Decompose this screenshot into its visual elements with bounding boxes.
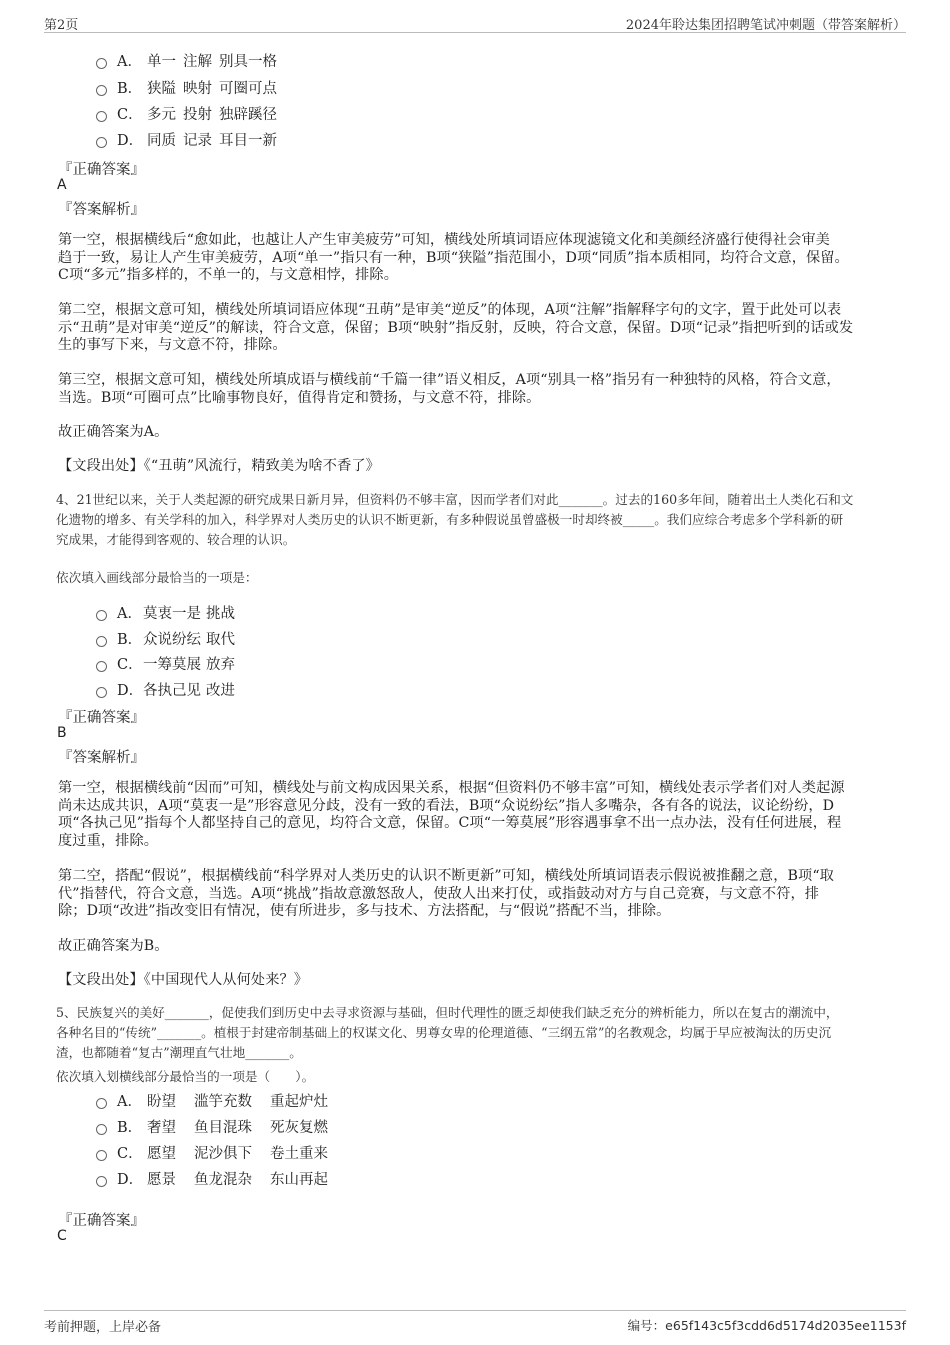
q3-source: 【文段出处】《“丑萌”风流行，精致美为啥不香了》 bbox=[58, 458, 380, 474]
q3-option-c[interactable]: C． 多元 投射 独辟蹊径 bbox=[96, 103, 284, 124]
q4-instruction: 依次填入画线部分最恰当的一项是： bbox=[56, 570, 258, 585]
radio-icon[interactable] bbox=[96, 636, 107, 647]
page-header bbox=[44, 12, 906, 33]
q5-instruction: 依次填入划横线部分最恰当的一项是（ ）。 bbox=[56, 1069, 315, 1084]
radio-icon[interactable] bbox=[96, 58, 107, 69]
q3-analysis-paragraph: 第二空，根据文意可知，横线处所填词语应体现“丑萌”是审美“逆反”的体现，A项“注解”指解释字句的文字，置于此处可以表 示“丑萌”是对审美“逆反”的解读，符合文意，保留；B项“映射”指反射，反映，符合文意，保留。D项“记录”指把听到的话或发 生的事写下来，与文意不符，排除。 bbox=[58, 302, 854, 353]
q5-stem: 5、民族复兴的美好_______，促使我们到历史中去寻求资源与基础，但时代理性的匮乏却使我们缺乏充分的辨析能力，所以在复古的潮流中， 各种名目的“传统”_______。植根于封建帝制基础上的权谋文化、男尊女卑的伦理道德、“三纲五常”的名教观念，均属于早应被淘汰的历史沉 渣，也都随着“复古”潮理直气壮地_______。 bbox=[56, 1005, 839, 1060]
q4-analysis-paragraph: 第一空，根据横线前“因而”可知，横线处与前文构成因果关系，根据“但资料仍不够丰富”可知，横线处表示学者们对人类起源 尚未达成共识，A项“莫衷一是”形容意见分歧，没有一致的看法，B项“众说纷纭”指人多嘴杂，各有各的说法，议论纷纷，D 项“各执己见”指每个人都坚持自己的意见，均符合文意，保留。C项“一筹莫展”形容遇事拿不出一点办法，没有任何进展，程 度过重，排除。 bbox=[58, 780, 845, 849]
q5-answer: C bbox=[57, 1228, 67, 1244]
q3-analysis-paragraph: 第三空，根据文意可知，横线处所填成语与横线前“千篇一律”语义相反，A项“别具一格”指另有一种独特的风格，符合文意， 当选。B项“可圈可点”比喻事物良好，值得肯定和赞扬，与文意不符，排除。 bbox=[58, 372, 841, 406]
radio-icon[interactable] bbox=[96, 1098, 107, 1109]
q3-analysis-paragraph: 第一空，根据横线后“愈如此，也越让人产生审美疲劳”可知，横线处所填词语应体现滤镜文化和美颜经济盛行使得社会审美 趋于一致，易让人产生审美疲劳，A项“单一”指只有一种，B项“狭隘”指范围小，D项“同质”指本质相同，均符合文意，保留。 C项“多元”指多样的，不单一的，与文意相悖，排除。 bbox=[58, 232, 849, 283]
radio-icon[interactable] bbox=[96, 85, 107, 96]
q4-option-c[interactable]: C． 一筹莫展 放弃 bbox=[96, 653, 253, 674]
footer-slogan: 考前押题，上岸必备 bbox=[44, 1320, 162, 1335]
q4-option-b[interactable]: B． 众说纷纭 取代 bbox=[96, 628, 253, 649]
q3-answer: A bbox=[57, 177, 67, 193]
radio-icon[interactable] bbox=[96, 1150, 107, 1161]
q3-conclusion: 故正确答案为A。 bbox=[58, 424, 169, 440]
q5-option-b[interactable]: B． 奢望 鱼目混珠 死灰复燃 bbox=[96, 1116, 346, 1137]
q5-answer-label: 『正确答案』 bbox=[58, 1213, 145, 1229]
q4-option-d[interactable]: D． 各执己见 改进 bbox=[96, 679, 253, 700]
page-number: 第2页 bbox=[44, 18, 79, 33]
q3-analysis-label: 『答案解析』 bbox=[58, 202, 145, 218]
q4-conclusion: 故正确答案为B。 bbox=[58, 938, 169, 954]
q3-option-d[interactable]: D． 同质 记录 耳目一新 bbox=[96, 129, 284, 150]
radio-icon[interactable] bbox=[96, 1124, 107, 1135]
radio-icon[interactable] bbox=[96, 111, 107, 122]
q4-answer: B bbox=[57, 725, 67, 741]
document-code: 编号：e65f143c5f3cdd6d5174d2035ee1153f bbox=[627, 1318, 906, 1333]
q4-option-a[interactable]: A． 莫衷一是 挑战 bbox=[96, 602, 253, 623]
radio-icon[interactable] bbox=[96, 1176, 107, 1187]
q4-analysis-paragraph: 第二空，搭配“假说”，根据横线前“科学界对人类历史的认识不断更新”可知，横线处所填词语表示假说被推翻之意，B项“取 代”指替代，符合文意，当选。A项“挑战”指故意激怒敌人，使敌人出来打仗，或指鼓动对方与自己竞赛，与文意不符，排 除；D项“改进”指改变旧有情况，使有所进步，多与技术、方法搭配，与“假说”搭配不当，排除。 bbox=[58, 868, 834, 919]
q5-option-c[interactable]: C． 愿望 泥沙俱下 卷土重来 bbox=[96, 1142, 346, 1163]
radio-icon[interactable] bbox=[96, 661, 107, 672]
q3-option-b[interactable]: B． 狭隘 映射 可圈可点 bbox=[96, 77, 284, 98]
radio-icon[interactable] bbox=[96, 137, 107, 148]
q5-option-d[interactable]: D． 愿景 鱼龙混杂 东山再起 bbox=[96, 1168, 346, 1189]
radio-icon[interactable] bbox=[96, 610, 107, 621]
radio-icon[interactable] bbox=[96, 687, 107, 698]
page-footer bbox=[44, 1310, 906, 1335]
document-title: 2024年聆达集团招聘笔试冲刺题（带答案解析） bbox=[625, 18, 906, 33]
q4-stem: 4、21世纪以来，关于人类起源的研究成果日新月异，但资料仍不够丰富，因而学者们对此_______。过去的160多年间，随着出土人类化石和文 化遗物的增多、有关学科的加入，科学界对人类历史的认识不断更新，有多种假说虽曾盛极一时却终被_____。我们应综合考虑多个学科新的研 究成果，才能得到客观的、较合理的认识。 bbox=[56, 492, 854, 547]
q4-source: 【文段出处】《中国现代人从何处来？》 bbox=[58, 972, 309, 988]
q4-answer-label: 『正确答案』 bbox=[58, 710, 145, 726]
q3-option-a[interactable]: A． 单一 注解 别具一格 bbox=[96, 50, 284, 71]
q5-option-a[interactable]: A． 盼望 滥竽充数 重起炉灶 bbox=[96, 1090, 346, 1111]
q3-answer-label: 『正确答案』 bbox=[58, 162, 145, 178]
q4-analysis-label: 『答案解析』 bbox=[58, 750, 145, 766]
